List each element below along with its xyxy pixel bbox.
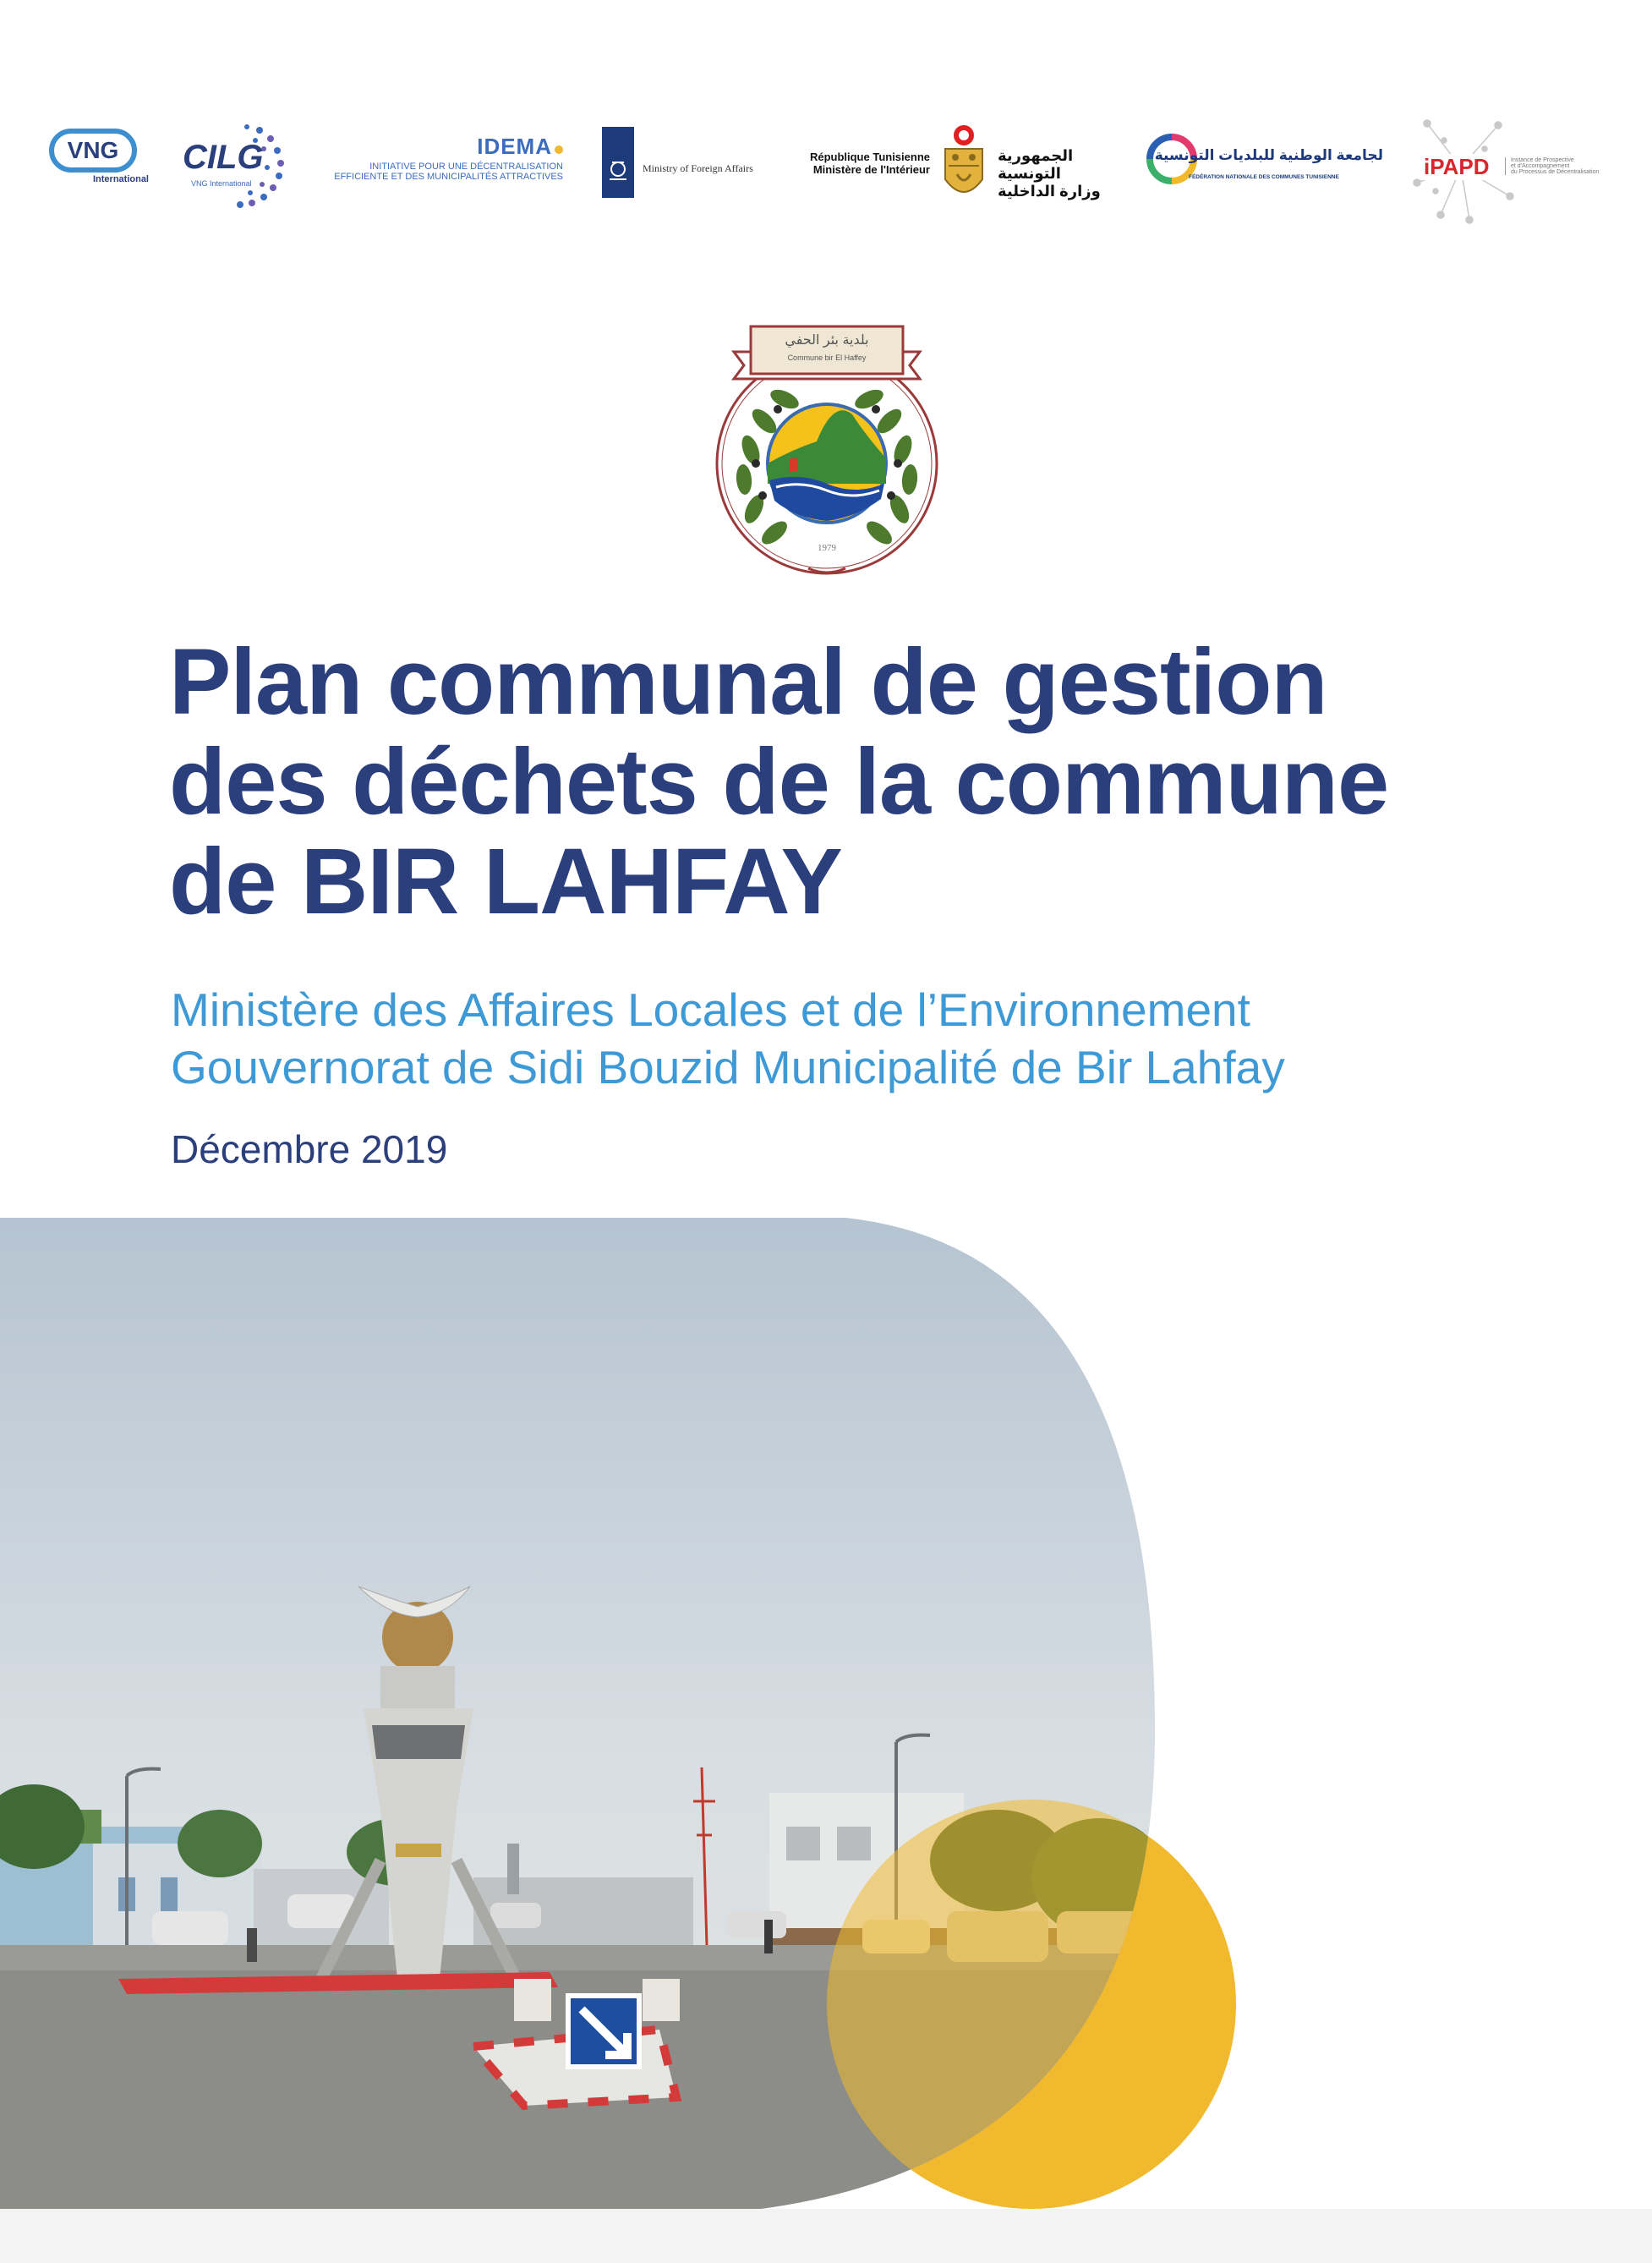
ministere-interieur-logo [785,123,1114,208]
vng-badge [49,129,137,173]
ipapd-logo [1410,115,1613,225]
bottom-band [0,2209,1652,2263]
mofa-logo [602,127,771,200]
idema-logo [313,134,575,193]
ministere-fr-line2: Ministère de l'Intérieur [812,163,930,176]
vng-subtitle: International [92,174,149,184]
mofa-text: Ministry of Foreign Affairs [643,162,753,174]
fnct-logo [1146,130,1383,198]
idema-dot-icon [555,145,563,154]
mofa-crest-icon [602,127,634,198]
vng-name: VNG [67,137,119,163]
document-subtitle [171,981,1523,1096]
idema-line2: EFFICIENTE ET DES MUNICIPALITÉS ATTRACTIVES [334,172,563,182]
document-title [169,630,1505,934]
title-line-1: Plan communal de gestion [169,630,1327,734]
title-line-2: des déchets de la commune [169,730,1389,834]
ipapd-line3: du Processus de Décentralisation [1511,169,1600,175]
idema-line1: INITIATIVE POUR UNE DÉCENTRALISATION [369,162,563,172]
fnct-french: FÉDÉRATION NATIONALE DES COMMUNES TUNISIENNE [1189,174,1339,180]
ministere-ar-line1: الجمهورية التونسية [998,147,1074,182]
emblem-ribbon-french: Commune bir El Haffey [787,353,867,362]
cilg-name: CILG [183,139,264,176]
title-line-3: de BIR LAHFAY [169,830,842,934]
ipapd-name: iPAPD [1424,154,1490,179]
fnct-arabic: لجامعة الوطنية للبلديات التونسية [1154,147,1383,163]
municipal-emblem [707,315,947,578]
tunisia-coat-of-arms-icon [937,123,991,208]
ipapd-line2: et d'Accompagnement [1511,163,1570,169]
cilg-subtitle: VNG International [191,179,252,188]
document-date: Décembre 2019 [171,1127,448,1171]
idema-name: IDEMA [477,134,552,159]
emblem-ribbon-arabic: بلدية بئر الحفي [785,333,869,348]
ipapd-line1: Instance de Prospective [1511,157,1574,163]
cilg-logo [179,115,289,208]
ministere-fr-line1: République Tunisienne [809,151,930,163]
vng-logo [49,129,150,196]
emblem-year: 1979 [818,543,836,553]
cover-photo [0,1218,1652,2216]
subtitle-ministry: Ministère des Affaires Locales et de l’Environnement [171,984,1250,1036]
subtitle-gouvernorat: Gouvernorat de Sidi Bouzid Municipalité de Bir Lahfay [171,1041,1285,1093]
ministere-ar-line2: وزارة الداخلية [998,183,1101,200]
